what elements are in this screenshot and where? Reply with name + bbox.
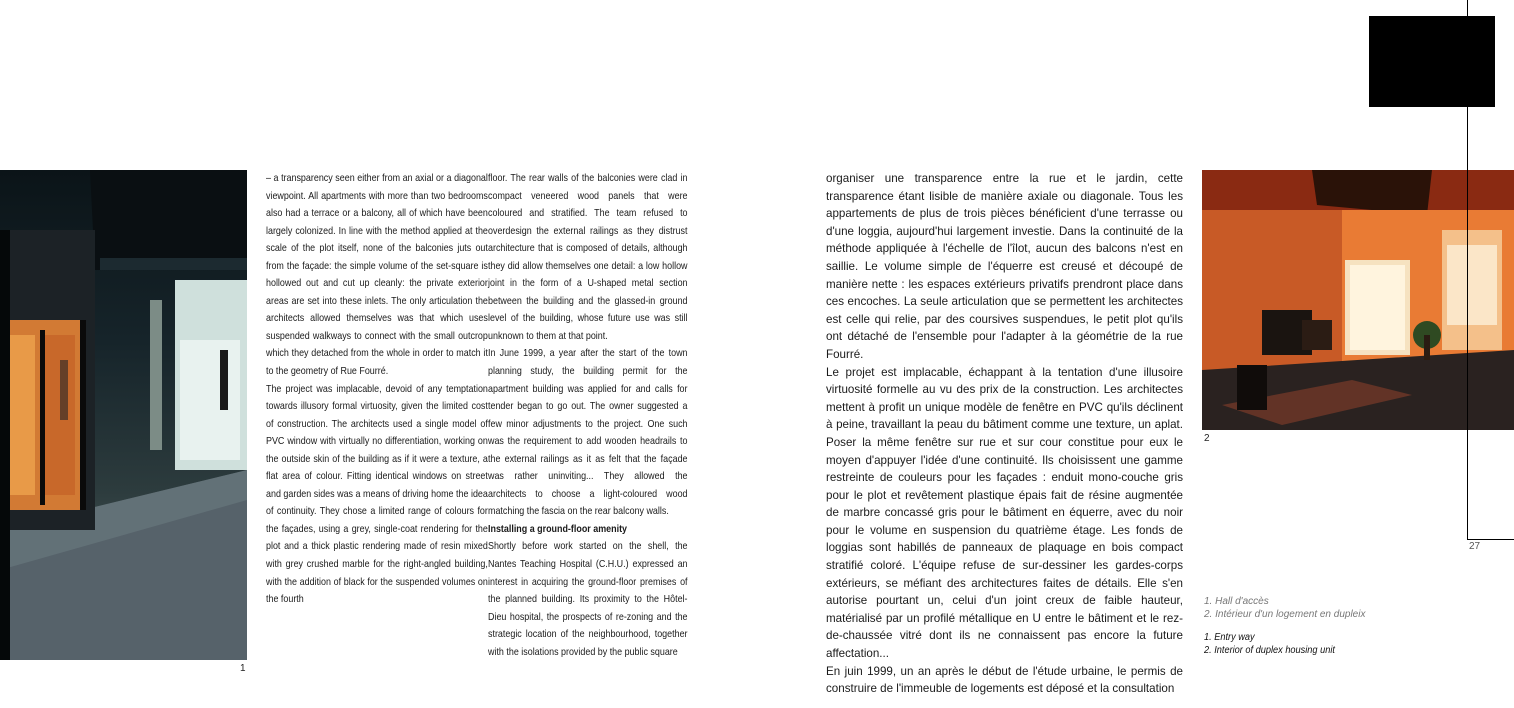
photo-captions <box>1204 596 1365 657</box>
black-block <box>1369 16 1495 107</box>
entry-hall-image <box>0 170 247 660</box>
photo-1-number: 1 <box>240 663 246 674</box>
captions-english <box>1204 632 1353 657</box>
english-paragraph: The project was implacable, devoid of any temptation towards illusory formal virtuosity, given the limited cost of construction. The architects used a single model of PVC window with virtually no differentiation, working on the outside skin of the building as if it were a texture, a flat area of colour. Fitting identical windows on street and garden sides was a means of driving home the idea of continuity. They chose a limited range of colours for the façades, using a grey, single-coat rendering for the plot and a thick plastic rendering made of resin mixed with grey crushed marble for the right-angled building, with the addition of black for the suspended volumes on the fourth <box>266 383 488 606</box>
french-paragraph: Le projet est implacable, échappant à la tentation d'une illusoire virtuosité formelle au vu des prix de la construction. Les architectes mettent à profit un unique modèle de fenêtre en PVC qu'ils déclinent à peine, travaillant la peau du bâtiment comme une texture, un aplat. Poser la même fenêtre sur rue et sur cour constitue pour eux le moyen d'appuyer l'idée d'une continuité. Ils choisissent une gamme restreinte de couleurs pour les façades : enduit mono-couche gris pour le plot et revêtement plastique épais fait de résine augmentée de marbre concassé gris pour le bâtiment en équerre, avec du noir pour le volume en suspension du quatrième étage. Les fonds de loggias sont habillés de panneaux de plaquage en bois compact stratifié coloré. L'équipe refuse de sur-dessiner les gardes-corps extérieurs, se méfiant des architectures faites de détails. Elle s'en autorise pourtant un, celui d'un joint creux de faible hauteur, matérialisé par un profilé métallique en U entre le bâtiment et le rez-de-chaussée vitré dont ils ne connaissent pas encore la future affectation... <box>826 365 1183 661</box>
english-paragraph: – a transparency seen either from an axial or a diagonal viewpoint. All apartments with more than two bedrooms also had a terrace or a balcony, all of which have been largely colonized. In line with the method applied at the scale of the plot itself, none of the balconies juts out from the façade: the simple volume of the set-square is hollowed out and cut up cleanly: the private exterior areas are set into these inlets. The only articulation the architects allowed themselves was that which uses suspended walkways to connect with the small outcrop which they detached from the whole in order to match it to the geometry of Rue Fourré. <box>266 173 488 378</box>
entry-hall-photo <box>0 170 247 660</box>
french-paragraph: organiser une transparence entre la rue et le jardin, cette transparence étant lisible de manière axiale ou diagonale. Tous les appartements de plus de trois pièces bénéficient d'une terrasse ou d'une loggia, aujourd'hui largement investie. Dans la continuité de la méthode appliquée à l'échelle de l'îlot, aucun des balcons n'est en saillie. Le volume simple de l'équerre est creusé et découpé de manière nette : les espaces extérieurs privatifs prendront place dans ces encoches. La seule articulation que se permettent les architectes est celle qui relie, par des coursives suspendues, le petit plot qu'ils ont détaché de l'ensemble pour l'adapter à la géométrie de la rue Fourré. <box>826 172 1183 361</box>
english-column-1 <box>266 170 488 609</box>
caption-line: 2. Interior of duplex housing unit <box>1204 644 1335 656</box>
caption-line: 2. Intérieur d'un logement en dupleix <box>1204 608 1366 620</box>
english-paragraph: Shortly before work started on the shell, the Nantes Teaching Hospital (C.H.U.) expressed an interest in acquiring the ground-floor premises of the planned building. Its proximity to the Hôtel-Dieu hospital, the prospects of re-zoning and the strategic location of the neighbourhood, together with the isolations provided by the public square <box>488 541 688 658</box>
french-column <box>826 170 1183 698</box>
section-subheading: Installing a ground-floor amenity <box>488 523 628 535</box>
english-column-2 <box>488 170 688 661</box>
english-paragraph: floor. The rear walls of the balconies were clad in compact veneered wood panels that were coloured and stratified. The team refused to overdesign the external railings as they distrust architecture that is composed of details, although they did allow themselves one detail: a low hollow joint in the form of a U-shaped metal section between the building and the glassed-in ground level of the building, whose future use was still unknown to them at that point. <box>488 173 688 342</box>
margin-rule-vertical <box>1467 0 1468 540</box>
photo-2-number: 2 <box>1204 433 1210 444</box>
margin-rule-horizontal <box>1467 539 1514 540</box>
caption-line: 1. Entry way <box>1204 632 1255 643</box>
captions-french <box>1204 596 1365 621</box>
page-number: 27 <box>1469 541 1481 552</box>
english-paragraph: In June 1999, a year after the start of the town planning study, the building permit for the apartment building was applied for and calls for tender began to go out. The owner suggested a few minor adjustments to the project. One such was the requirement to add wooden headrails to the external railings as it as felt that the façade was rather uninviting... They allowed the architects to choose a light-coloured wood matching the fascia on the rear balcony walls. <box>488 348 688 518</box>
caption-line: 1. Hall d'accès <box>1204 596 1269 607</box>
french-paragraph: En juin 1999, un an après le début de l'étude urbaine, le permis de construire de l'immeuble de logements est déposé et la consultation <box>826 664 1183 696</box>
